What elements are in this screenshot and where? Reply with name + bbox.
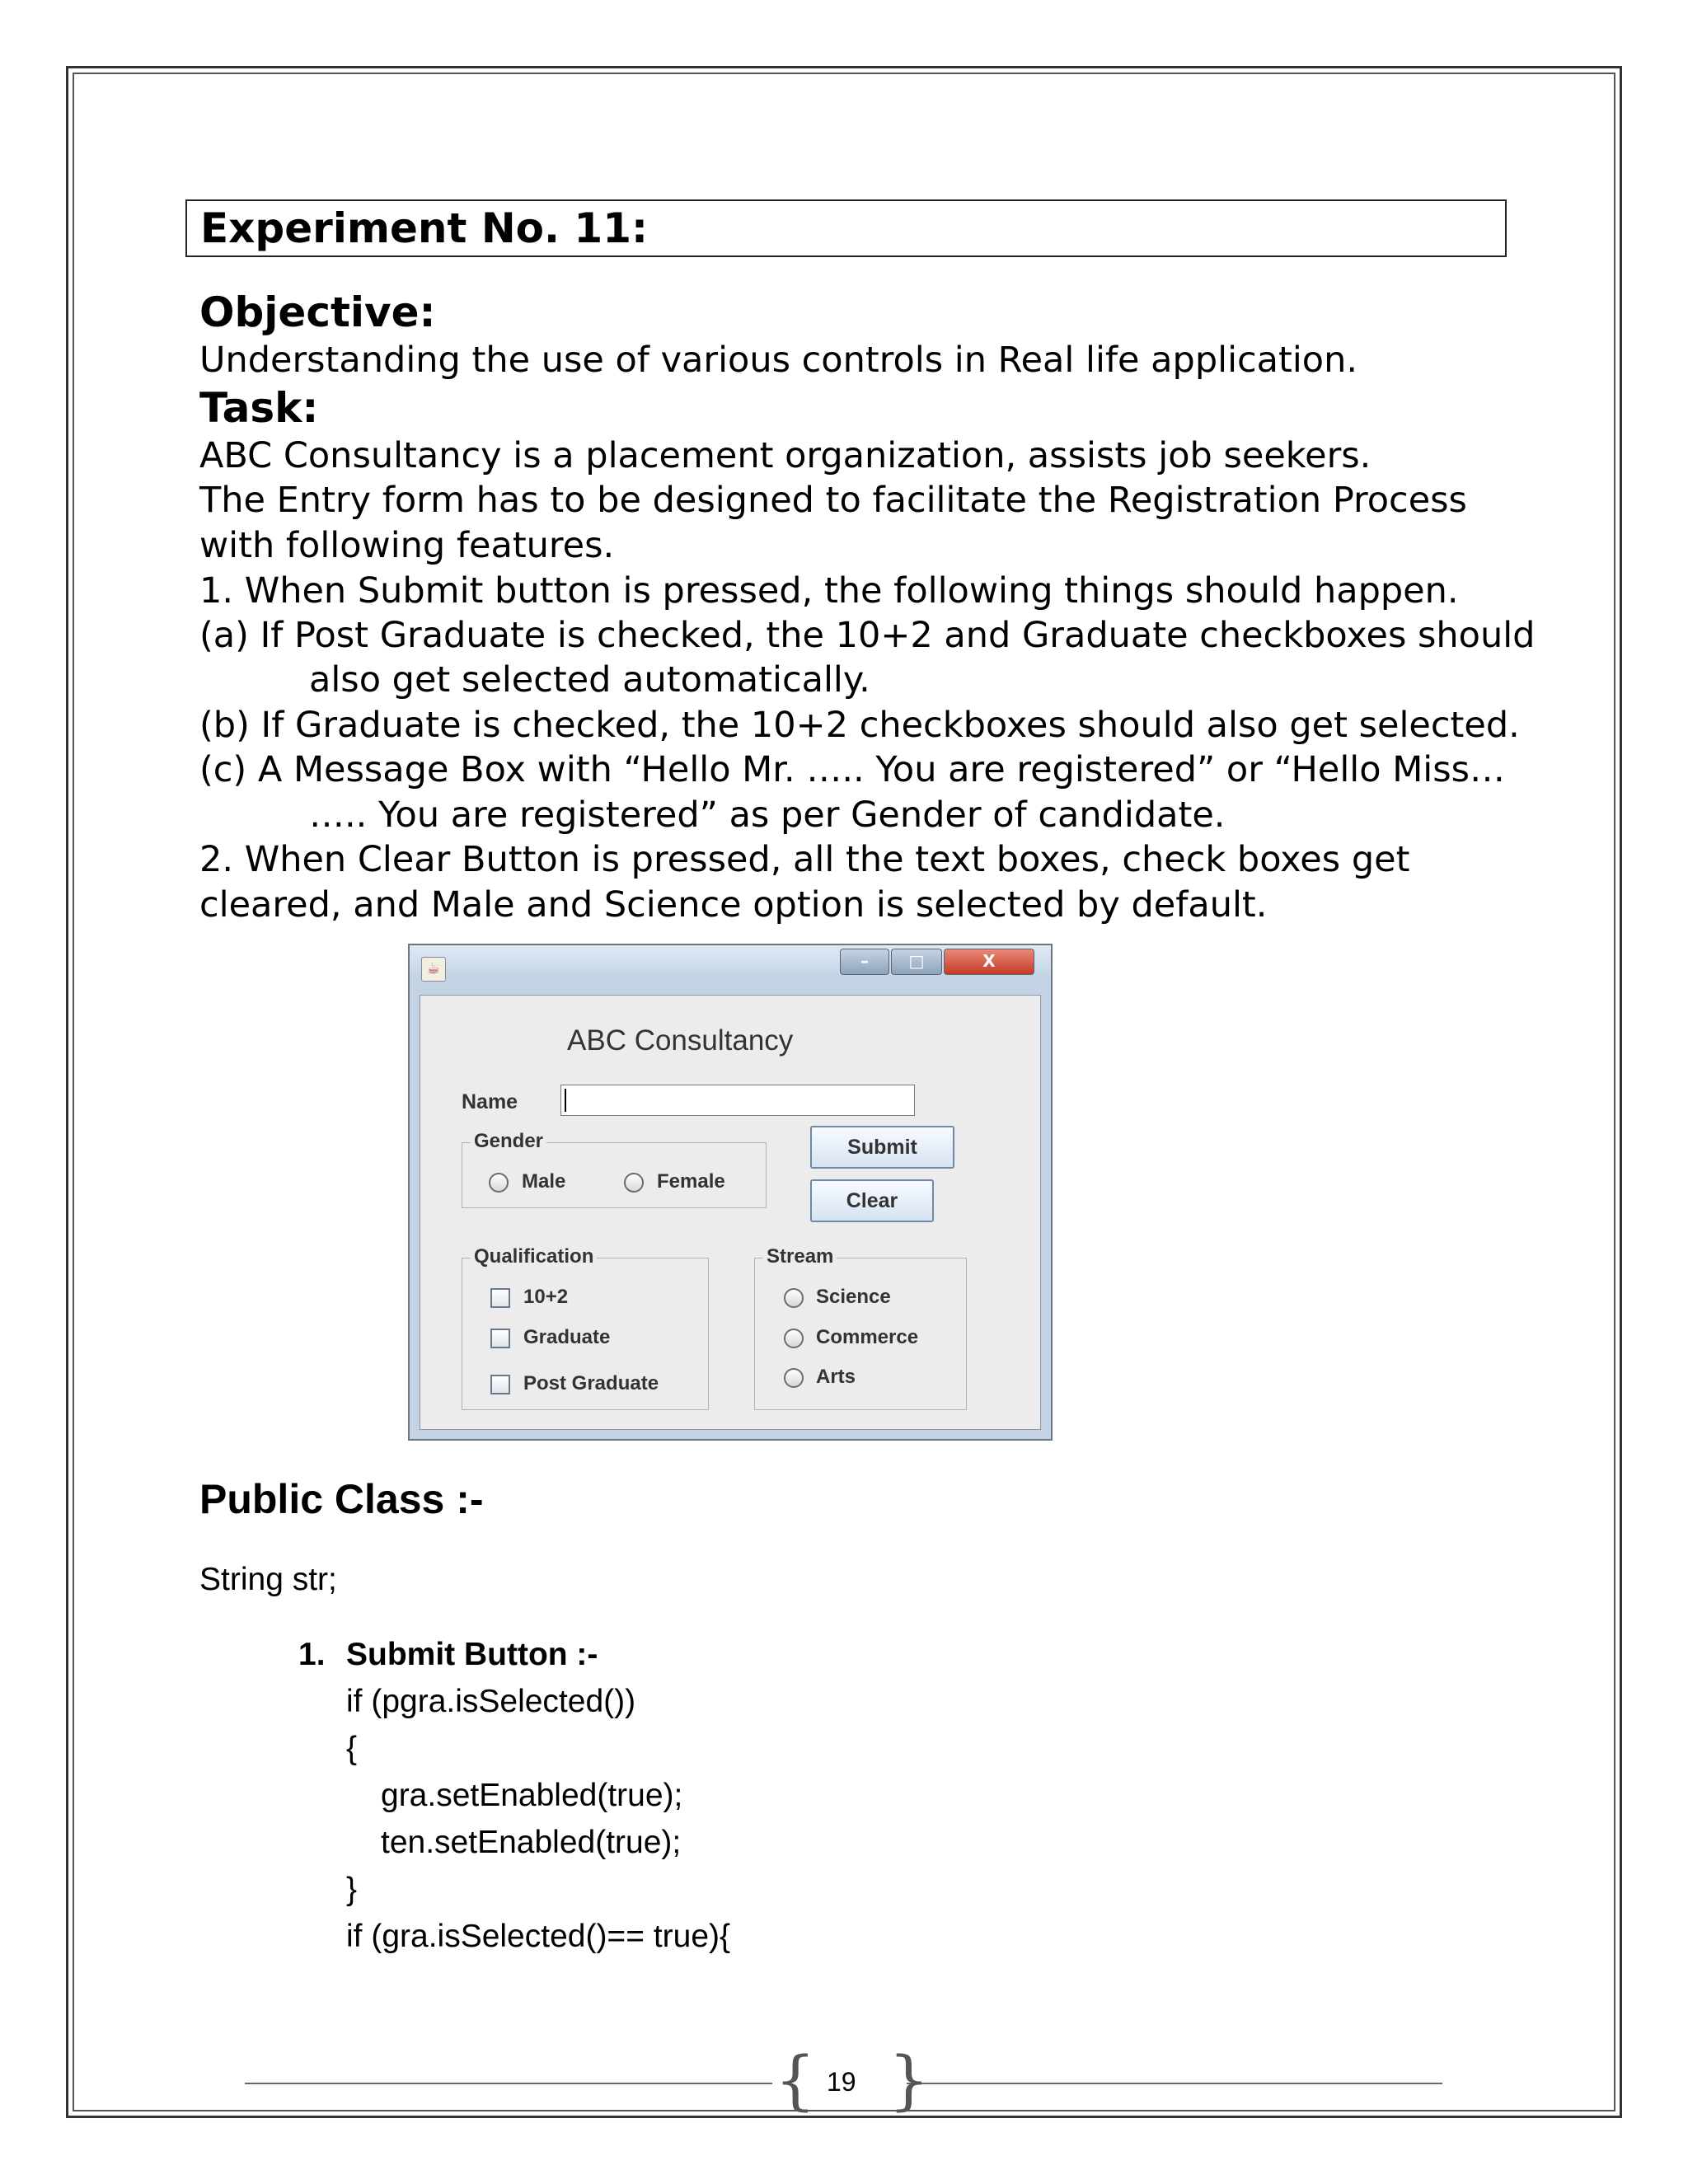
task-line: cleared, and Male and Science option is selected by default. xyxy=(199,884,1268,926)
science-radio[interactable] xyxy=(784,1288,804,1308)
task-line: ….. You are registered” as per Gender of candidate. xyxy=(309,794,1226,836)
page-number: 19 xyxy=(827,2067,856,2097)
form-title: ABC Consultancy xyxy=(567,1024,794,1057)
name-label: Name xyxy=(462,1090,518,1113)
task-line: 2. When Clear Button is pressed, all the text boxes, check boxes get xyxy=(199,839,1410,880)
name-field[interactable] xyxy=(560,1085,915,1116)
qualification-group xyxy=(462,1245,709,1410)
task-line: ABC Consultancy is a placement organization, assists job seekers. xyxy=(199,435,1372,476)
graduate-checkbox[interactable] xyxy=(490,1329,510,1348)
footer-rule-left xyxy=(245,2083,772,2084)
code-line: } xyxy=(346,1872,358,1907)
declaration-line: String str; xyxy=(199,1562,337,1597)
code-line: { xyxy=(346,1731,358,1766)
gender-group xyxy=(462,1130,767,1208)
ten-plus-two-checkbox[interactable] xyxy=(490,1288,510,1308)
task-line: The Entry form has to be designed to facilitate the Registration Process xyxy=(199,480,1467,521)
ten-plus-two-label: 10+2 xyxy=(523,1286,569,1308)
arts-label: Arts xyxy=(816,1366,856,1388)
footer-brace-right: } xyxy=(889,2044,930,2118)
graduate-label: Graduate xyxy=(523,1326,611,1348)
code-line: if (gra.isSelected()== true){ xyxy=(346,1919,731,1954)
task-line: (a) If Post Graduate is checked, the 10+2 and Graduate checkboxes should xyxy=(199,615,1536,656)
female-label: Female xyxy=(657,1170,725,1193)
footer-brace-left: { xyxy=(775,2044,816,2118)
task-line: 1. When Submit button is pressed, the following things should happen. xyxy=(199,570,1459,612)
java-app-icon: ☕ xyxy=(421,957,446,982)
form-window xyxy=(408,944,1053,1441)
experiment-title: Experiment No. 11: xyxy=(185,199,1507,257)
task-line: with following features. xyxy=(199,525,615,566)
task-line: also get selected automatically. xyxy=(309,659,870,701)
submit-button-heading: Submit Button :- xyxy=(346,1637,598,1672)
code-line: gra.setEnabled(true); xyxy=(381,1778,683,1813)
close-button[interactable]: X xyxy=(944,949,1034,975)
post-graduate-checkbox[interactable] xyxy=(490,1375,510,1394)
post-graduate-label: Post Graduate xyxy=(523,1372,659,1394)
maximize-button[interactable]: □ xyxy=(891,949,942,975)
gender-legend: Gender xyxy=(471,1130,546,1153)
objective-heading: Objective: xyxy=(199,288,436,336)
stream-group xyxy=(754,1245,967,1410)
public-class-heading: Public Class :- xyxy=(199,1476,484,1522)
minimize-button[interactable]: – xyxy=(840,949,889,975)
task-line: (b) If Graduate is checked, the 10+2 checkboxes should also get selected. xyxy=(199,705,1520,746)
female-radio[interactable] xyxy=(624,1173,644,1193)
stream-legend: Stream xyxy=(763,1245,837,1268)
commerce-label: Commerce xyxy=(816,1326,919,1348)
clear-button[interactable]: Clear xyxy=(810,1179,934,1222)
code-line: ten.setEnabled(true); xyxy=(381,1825,682,1860)
objective-text: Understanding the use of various controls in Real life application. xyxy=(199,340,1358,381)
submit-button[interactable]: Submit xyxy=(810,1126,954,1169)
task-heading: Task: xyxy=(199,384,319,432)
qualification-legend: Qualification xyxy=(471,1245,597,1268)
form-content xyxy=(420,995,1041,1430)
code-line: if (pgra.isSelected()) xyxy=(346,1684,636,1719)
commerce-radio[interactable] xyxy=(784,1329,804,1348)
item-number: 1. xyxy=(298,1637,326,1672)
arts-radio[interactable] xyxy=(784,1368,804,1388)
science-label: Science xyxy=(816,1286,891,1308)
footer-rule-right xyxy=(907,2083,1442,2084)
male-radio[interactable] xyxy=(489,1173,509,1193)
male-label: Male xyxy=(522,1170,566,1193)
task-line: (c) A Message Box with “Hello Mr. ….. You are registered” or “Hello Miss… xyxy=(199,749,1506,790)
